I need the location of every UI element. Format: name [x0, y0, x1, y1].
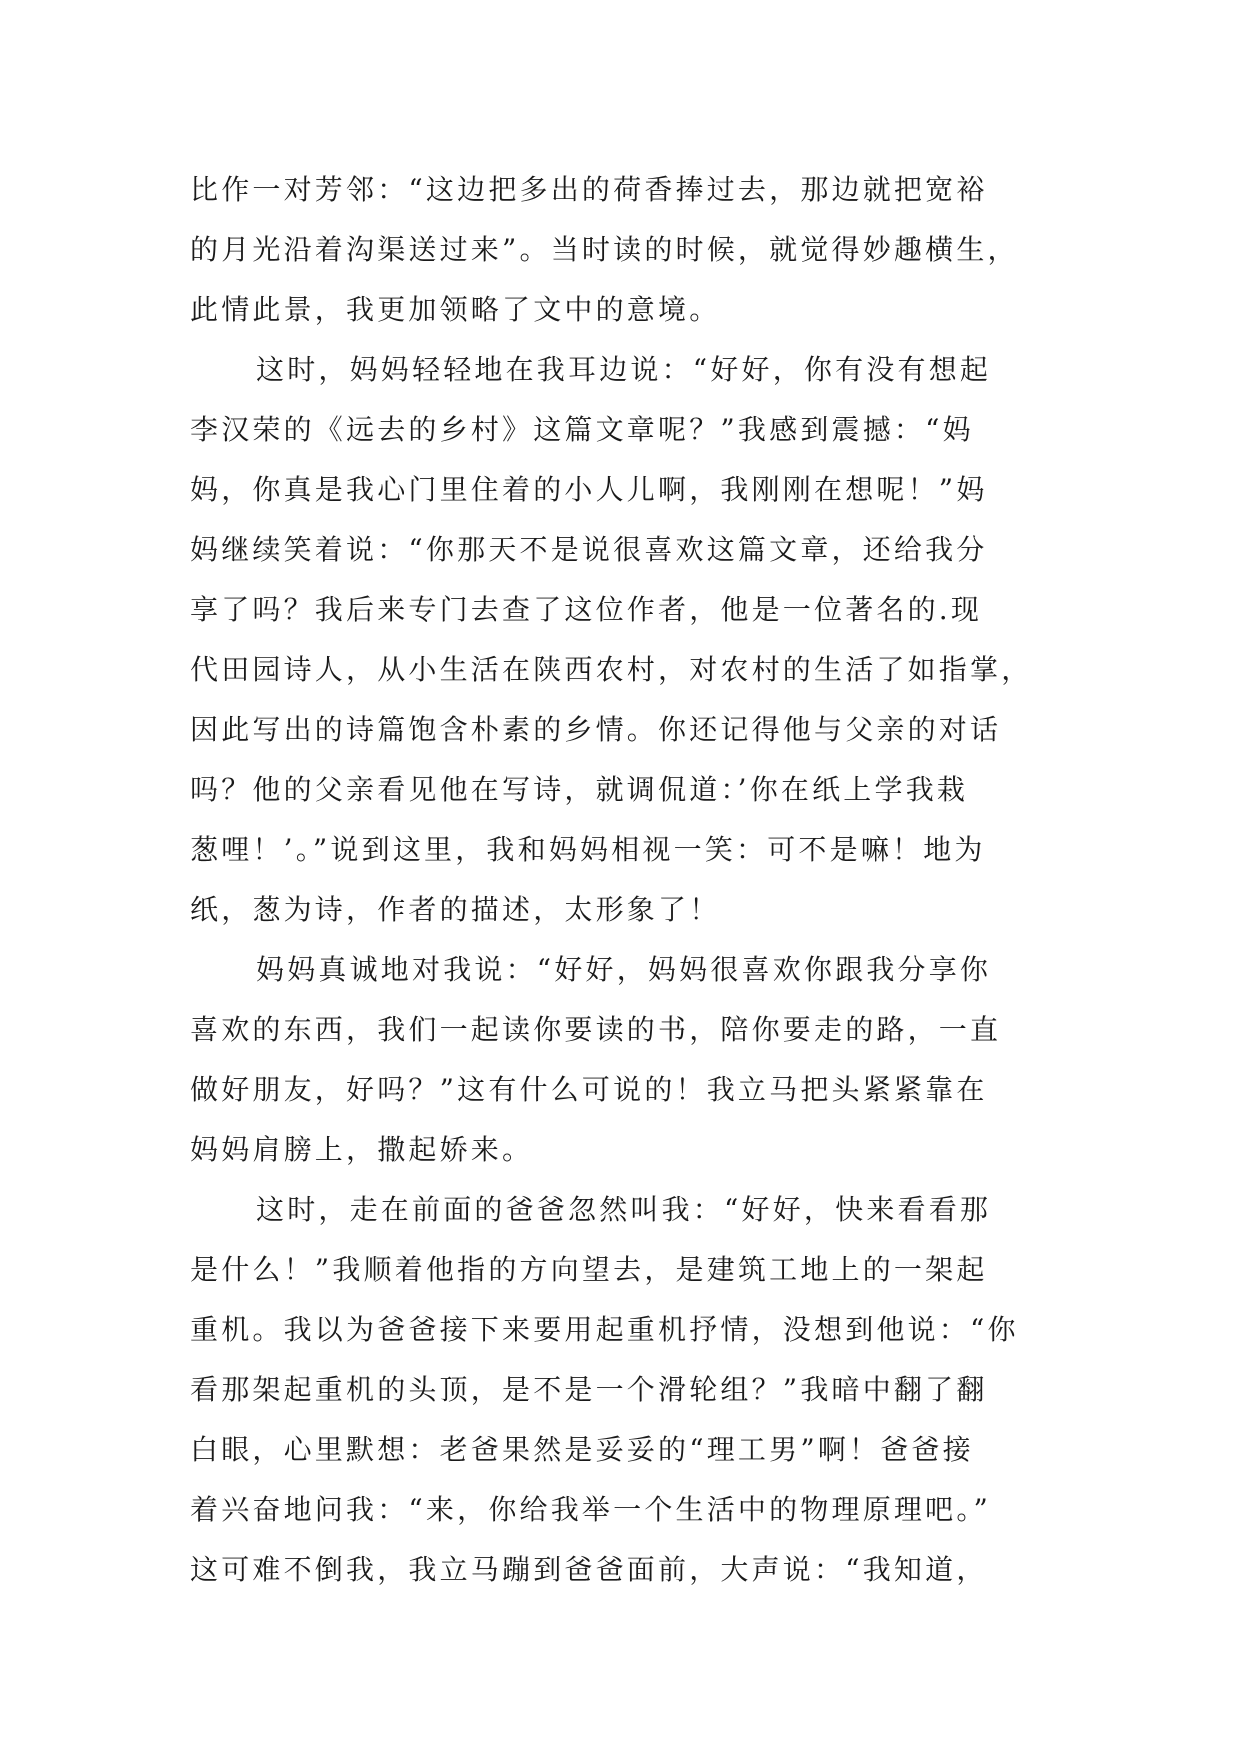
text-line: 妈妈肩膀上，撒起娇来。 — [190, 1133, 534, 1166]
text-line: 看那架起重机的头顶，是不是一个滑轮组？”我暗中翻了翻 — [190, 1373, 988, 1406]
text-line: 吗？他的父亲看见他在写诗，就调侃道：’你在纸上学我栽 — [190, 773, 969, 806]
text-line: 重机。我以为爸爸接下来要用起重机抒情，没想到他说：“你 — [190, 1313, 1019, 1346]
text-line: 白眼，心里默想：老爸果然是妥妥的“理工男”啊！爸爸接 — [190, 1433, 974, 1466]
text-line: 比作一对芳邻：“这边把多出的荷香捧过去，那边就把宽裕 — [190, 173, 988, 206]
body-text — [190, 160, 1070, 1600]
text-line: 李汉荣的《远去的乡村》这篇文章呢？”我感到震撼：“妈 — [190, 413, 974, 446]
text-line: 是什么！”我顺着他指的方向望去，是建筑工地上的一架起 — [190, 1253, 988, 1286]
text-line: 代田园诗人，从小生活在陕西农村，对农村的生活了如指掌， — [190, 653, 1033, 686]
text-line: 妈，你真是我心门里住着的小人儿啊，我刚刚在想呢！”妈 — [190, 473, 988, 506]
paragraph-first-line: 这时，走在前面的爸爸忽然叫我：“好好，快来看看那 — [256, 1193, 992, 1226]
text-line: 做好朋友，好吗？”这有什么可说的！我立马把头紧紧靠在 — [190, 1073, 988, 1106]
text-line: 葱哩！’。”说到这里，我和妈妈相视一笑：可不是嘛！地为 — [190, 833, 986, 866]
text-line: 喜欢的东西，我们一起读你要读的书，陪你要走的路，一直 — [190, 1013, 1002, 1046]
text-line: 这可难不倒我，我立马蹦到爸爸面前，大声说：“我知道， — [190, 1553, 988, 1586]
text-line: 因此写出的诗篇饱含朴素的乡情。你还记得他与父亲的对话 — [190, 713, 1002, 746]
text-line: 妈继续笑着说：“你那天不是说很喜欢这篇文章，还给我分 — [190, 533, 988, 566]
text-line: 的月光沿着沟渠送过来”。当时读的时候，就觉得妙趣横生， — [190, 233, 1019, 266]
text-line: 着兴奋地问我：“来，你给我举一个生活中的物理原理吧。” — [190, 1493, 992, 1526]
paragraph-first-line: 这时，妈妈轻轻地在我耳边说：“好好，你有没有想起 — [256, 353, 992, 386]
text-line: 此情此景，我更加领略了文中的意境。 — [190, 293, 721, 326]
paragraph-first-line: 妈妈真诚地对我说：“好好，妈妈很喜欢你跟我分享你 — [256, 953, 992, 986]
text-line: 享了吗？我后来专门去查了这位作者，他是一位著名的.现 — [190, 593, 983, 626]
text-line: 纸，葱为诗，作者的描述，太形象了！ — [190, 893, 721, 926]
